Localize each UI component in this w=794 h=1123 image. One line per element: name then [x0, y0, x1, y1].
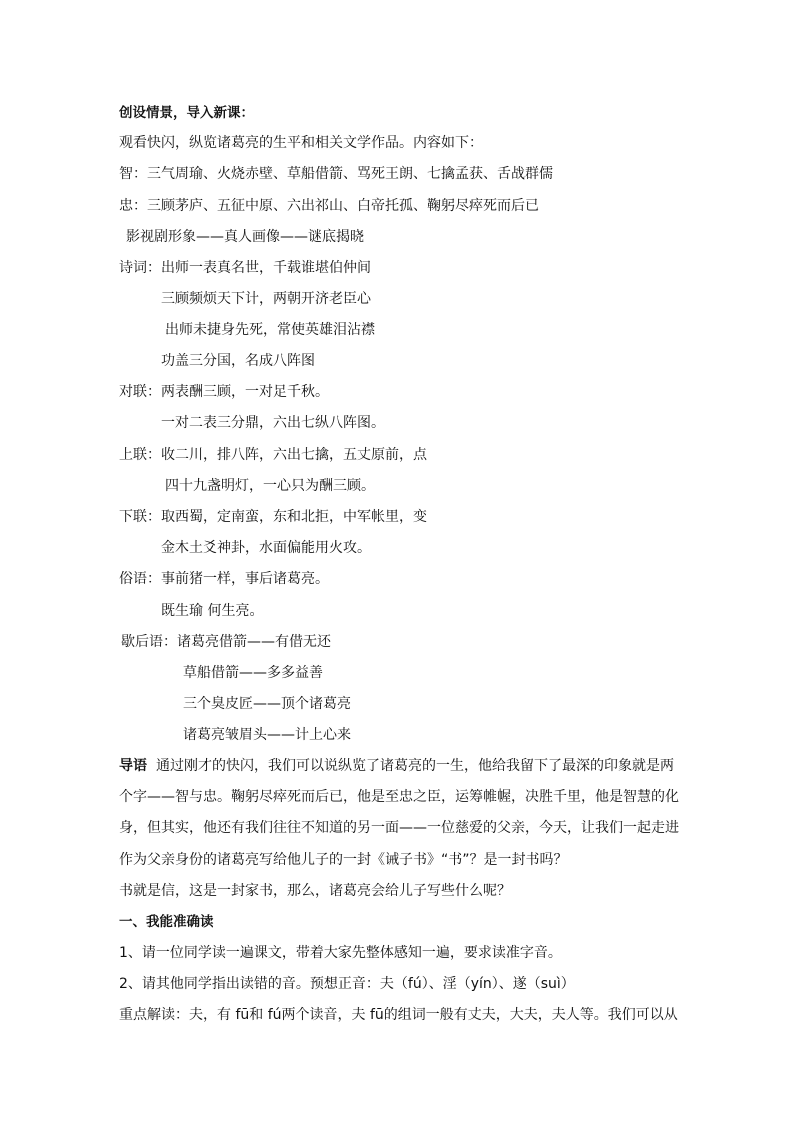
upper-couplet-line: 四十九盏明灯，一心只为酬三顾。: [165, 478, 375, 494]
poem-line: 出师一表真名世，千载谁堪伯仲间: [161, 260, 371, 276]
poem-line: 出师未捷身先死，常使英雄泪沾襟: [165, 322, 375, 338]
poem-label: 诗词：: [119, 260, 161, 276]
xiehouyu-line: 三个臭皮匠——顶个诸葛亮: [183, 696, 351, 712]
proverb-line: 既生瑜 何生亮。: [161, 603, 264, 619]
guide-paragraph-line: 作为父亲身份的诸葛亮写给他儿子的一封《诫子书》“书”？是一封书吗？: [119, 852, 568, 868]
section-heading: 一、我能准确读: [119, 914, 214, 930]
xiehouyu-line: 草船借箭——多多益善: [183, 665, 323, 681]
xiehouyu-line: 诸葛亮借箭——有借无还: [177, 634, 331, 650]
letter-text: 书就是信，这是一封家书，那么，诸葛亮会给儿子写些什么呢？: [119, 883, 511, 899]
couplet-line: 一对二表三分鼎，六出七纵八阵图。: [161, 415, 385, 431]
film-line: 影视剧形象——真人画像——谜底揭晓: [126, 229, 364, 245]
upper-couplet-label: 上联：: [119, 447, 161, 463]
xiehouyu-label: 歇后语：: [121, 634, 177, 650]
guide-label: 导语: [119, 758, 147, 774]
proverb-label: 俗语：: [119, 571, 161, 587]
lower-couplet-line: 取西蜀，定南蛮，东和北拒，中军帐里，变: [161, 509, 427, 525]
step-text: 1、请一位同学读一遍课文，带着大家先整体感知一遍，要求读准字音。: [119, 945, 562, 961]
poem-line: 功盖三分国，名成八阵图: [161, 353, 315, 369]
focus-text: 重点解读：夫，有 fū和 fú两个读音，夫 fū的组词一般有丈夫，大夫，夫人等。我们可以从: [119, 1007, 678, 1023]
guide-paragraph-line: 通过刚才的快闪，我们可以说纵览了诸葛亮的一生，他给我留下了最深的印象就是两: [156, 758, 674, 774]
proverb-line: 事前猪一样，事后诸葛亮。: [161, 571, 329, 587]
lower-couplet-line: 金木土爻神卦，水面偏能用火攻。: [161, 540, 371, 556]
couplet-label: 对联：: [119, 384, 161, 400]
step-text: 2、请其他同学指出读错的音。预想正音：夫（fú）、淫（yín）、遂（suì）: [119, 976, 575, 992]
lower-couplet-label: 下联：: [119, 509, 161, 525]
zhong-line: 忠：三顾茅庐、五征中原、六出祁山、白帝托孤、鞠躬尽瘁死而后已: [119, 198, 539, 214]
section-heading: 创设情景，导入新课：: [119, 105, 254, 121]
poem-line: 三顾频烦天下计，两朝开济老臣心: [161, 291, 371, 307]
intro-text: 观看快闪，纵览诸葛亮的生平和相关文学作品。内容如下：: [119, 135, 483, 151]
guide-paragraph-line: 身，但其实，他还有我们往往不知道的另一面——一位慈爱的父亲，今天，让我们一起走进: [119, 820, 679, 836]
zhi-line: 智：三气周瑜、火烧赤壁、草船借箭、骂死王朗、七擒孟获、舌战群儒: [119, 166, 553, 182]
guide-paragraph-line: 个字——智与忠。鞠躬尽瘁死而后已，他是至忠之臣，运筹帷幄，决胜千里，他是智慧的化: [119, 789, 679, 805]
upper-couplet-line: 收二川，排八阵，六出七擒，五丈原前，点: [161, 447, 427, 463]
xiehouyu-line: 诸葛亮皱眉头——计上心来: [183, 727, 351, 743]
couplet-line: 两表酬三顾，一对足千秋。: [161, 384, 329, 400]
